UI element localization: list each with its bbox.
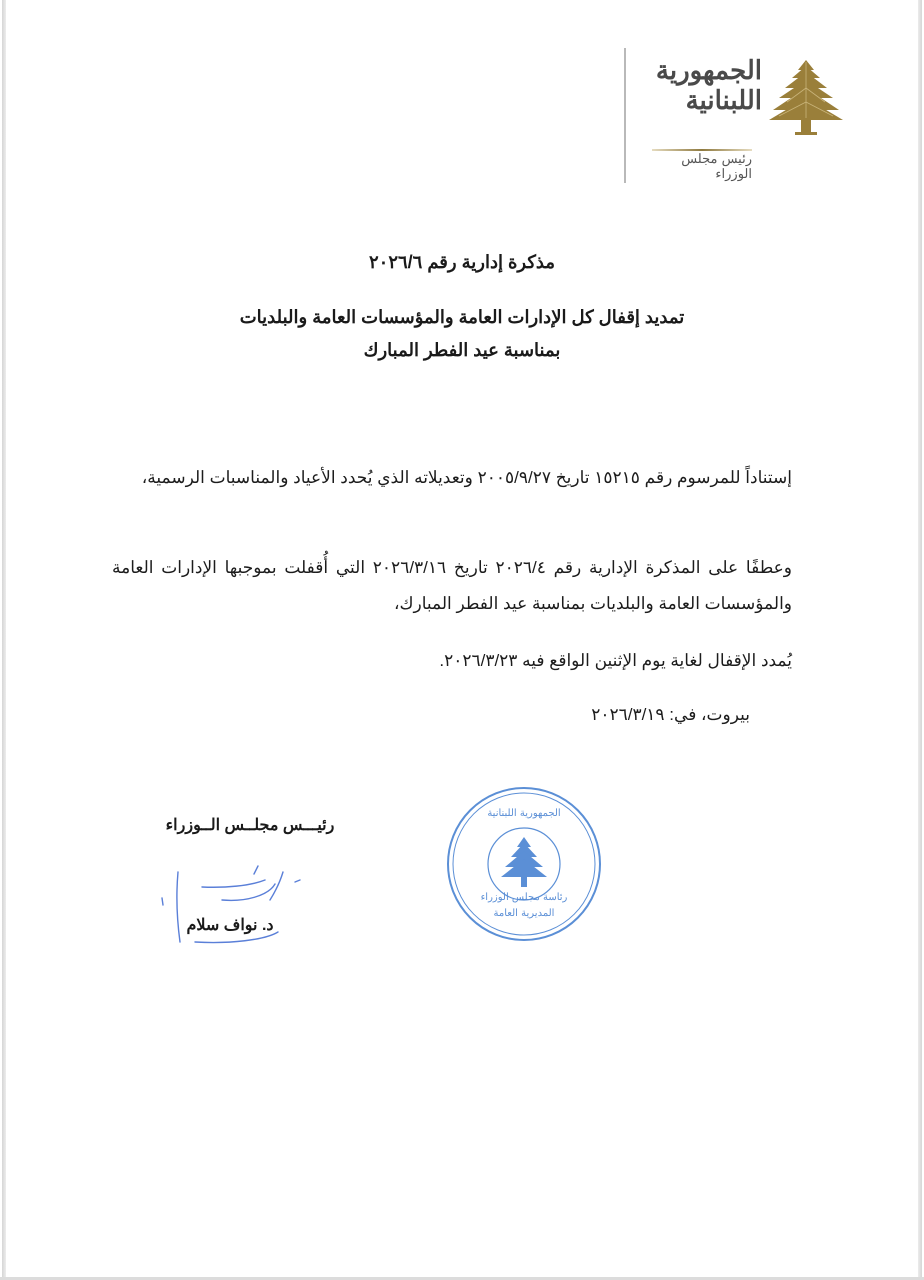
stamp-top-text: الجمهورية اللبنانية xyxy=(487,808,561,819)
cedar-tree-icon xyxy=(501,837,547,887)
memo-number: مذكرة إدارية رقم ٢٠٢٦/٦ xyxy=(368,252,555,272)
cedar-tree-icon xyxy=(767,58,845,138)
place-and-date: بيروت، في: ٢٠٢٦/٣/١٩ xyxy=(591,705,750,724)
paragraph-previous-memo: وعطفًا على المذكرة الإدارية رقم ٢٠٢٦/٤ تاريخ ٢٠٢٦/٣/١٦ التي أُقفلت بموجبها الإدارات العامة والمؤسسات العامة والبلديات بمناسبة عيد الفطر المبارك، xyxy=(112,558,792,613)
signatory-title: رئيـــس مجلــس الــوزراء xyxy=(165,817,335,834)
page-edge-left xyxy=(2,0,6,1280)
handwritten-signature xyxy=(150,860,320,950)
stamp-bottom-text: المديرية العامة xyxy=(493,908,555,919)
stamp-middle-text: رئاسة مجلس الوزراء xyxy=(480,892,568,903)
page-edge-right xyxy=(918,0,922,1280)
memo-subject-line-2: بمناسبة عيد الفطر المبارك xyxy=(363,340,561,360)
letterhead-gold-rule xyxy=(652,149,752,151)
office-name: رئيس مجلس الوزراء xyxy=(681,152,752,182)
letterhead xyxy=(624,48,854,188)
signatory-name: د. نواف سلام xyxy=(186,917,274,934)
memo-subject-line-1: تمديد إقفال كل الإدارات العامة والمؤسسات العامة والبلديات xyxy=(239,307,685,327)
paragraph-extension: يُمدد الإقفال لغاية يوم الإثنين الواقع فيه ٢٠٢٦/٣/٢٣. xyxy=(439,651,792,670)
republic-name: الجمهورية اللبنانية xyxy=(655,56,762,116)
letterhead-divider xyxy=(624,48,626,183)
paragraph-decree-reference: إستناداً للمرسوم رقم ١٥٢١٥ تاريخ ٢٠٠٥/٩/٢٧ وتعديلاته الذي يُحدد الأعياد والمناسبات الرسمية، xyxy=(141,468,792,487)
